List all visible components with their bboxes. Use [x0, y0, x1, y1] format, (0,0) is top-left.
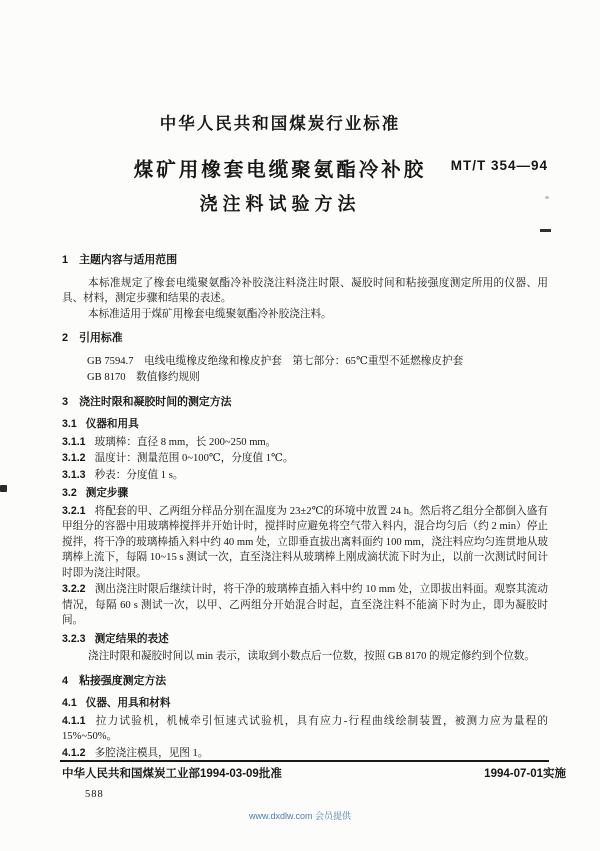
clause-text: 秒表：分度值 1 s。: [94, 469, 184, 481]
section-2-heading: [62, 331, 548, 347]
document-title-line-1: 煤矿用橡套电缆聚氨酯冷补胶: [133, 159, 427, 181]
clause-number: 3.2: [62, 487, 77, 499]
clause-text: 多腔浇注模具，见图 1。: [94, 747, 209, 759]
scan-artifact: [540, 229, 551, 232]
scan-artifact: [0, 485, 7, 492]
footer: [62, 765, 566, 781]
clause-number: 4.1.1: [62, 714, 86, 727]
section-number: 4: [62, 674, 69, 687]
clause-text: 将配套的甲、乙两组分样品分别在温度为 23±2℃的环境中放置 24 h。然后将乙组分全都倒入盛有甲组分的容器中用玻璃棒搅拌并开始计时，搅拌时应避免将空气带入料内，混合均匀后（约 2 min）停止搅拌，将干净的玻璃棒插入料中约 40 mm 处，立即垂直拔出离料面约 100 mm，浇注料应均匀连贯地从玻璃棒上流下，每隔 10~15 s 测试一次，直至浇注料从玻璃棒上刚成滴状流下时为止，以前一次测试时间计时即为浇注时限。: [62, 505, 548, 579]
clause-number: 3.2.3: [62, 632, 86, 645]
page-number: 588: [85, 789, 104, 800]
section-title: 粘接强度测定方法: [79, 674, 167, 687]
clause-text: 温度计：测量范围 0~100℃，分度值 1℃。: [94, 453, 294, 464]
clause-title: 仪器和用具: [85, 418, 139, 430]
section-1-paragraph-2: 本标准适用于煤矿用橡套电缆聚氨酯冷补胶浇注料。: [88, 308, 332, 320]
clause-3-1-2: [62, 451, 548, 467]
section-number: 1: [62, 254, 69, 266]
clause-text: 测出浇注时限后继续计时，将干净的玻璃棒直插入料中约 10 mm 处，立即拔出料面。观察其流动情况，每隔 60 s 测试一次，以甲、乙两组分开始混合时起，直至浇注料不能滴下时为止，即为凝胶时间。: [62, 584, 548, 626]
clause-3-1-1: [62, 435, 548, 451]
section-3-heading: [62, 395, 548, 411]
section-1-heading: [62, 253, 548, 269]
clause-3-2-3-body: 浇注时限和凝胶时间以 min 表示，读取到小数点后一位数，按照 GB 8170 的规定修约到个位数。: [88, 651, 535, 662]
section-number: 3: [62, 395, 69, 408]
clause-number: 4.1: [62, 697, 77, 709]
section-title: 主题内容与适用范围: [79, 254, 178, 266]
clause-number: 3.1.1: [62, 435, 86, 448]
clause-3-1-heading: [62, 417, 548, 433]
watermark: www.dxdlw.com 会员提供: [248, 811, 352, 821]
footer-divider: [60, 760, 549, 762]
clause-number: 3.1.2: [62, 452, 86, 464]
scan-artifact: [545, 196, 549, 199]
clause-3-2-heading: [62, 486, 548, 502]
clause-3-2-3-heading: [62, 632, 548, 648]
clause-4-1-2: [62, 746, 548, 762]
clause-4-1-1: [62, 714, 548, 745]
section-title: 浇注时限和凝胶时间的测定方法: [79, 395, 232, 408]
section-number: 2: [62, 332, 69, 344]
clause-number: 3.1.3: [62, 468, 86, 481]
clause-number: 3.2.1: [62, 504, 86, 517]
gb-reference-2: GB 8170 数值修约规则: [87, 372, 200, 383]
standard-caption: 中华人民共和国煤炭行业标准: [159, 115, 401, 133]
document-body: [62, 253, 548, 762]
clause-text: 拉力试验机，机械牵引恒速式试验机，具有应力-行程曲线绘制装置，被测力应为量程的 15%~50%。: [62, 715, 548, 742]
clause-number: 3.1: [62, 418, 77, 430]
implementation-note: 1994-07-01实施: [484, 768, 566, 780]
clause-3-2-1: [62, 504, 548, 582]
clause-title: 测定步骤: [85, 487, 129, 499]
clause-4-1-heading: [62, 696, 548, 712]
section-4-heading: [62, 674, 548, 690]
clause-text: 玻璃棒：直径 8 mm，长 200~250 mm。: [94, 436, 277, 448]
document-title-line-2: 浇注料试验方法: [199, 194, 361, 214]
clause-number: 3.2.2: [62, 583, 86, 595]
clause-title: 测定结果的表述: [94, 632, 169, 645]
clause-3-2-2: [62, 582, 548, 629]
approval-note: 中华人民共和国煤炭工业部1994-03-09批准: [62, 768, 282, 780]
clause-number: 4.1.2: [62, 746, 86, 759]
standard-number: MT/T 354—94: [450, 158, 548, 173]
gb-reference-1: GB 7594.7 电线电缆橡皮绝缘和橡皮护套 第七部分：65℃重型不延燃橡皮护套: [87, 355, 464, 367]
section-title: 引用标准: [79, 332, 123, 344]
clause-title: 仪器、用具和材料: [85, 697, 171, 709]
clause-3-1-3: [62, 468, 548, 484]
section-1-paragraph-1: 本标准规定了橡套电缆聚氨酯冷补胶浇注料浇注时限、凝胶时间和粘接强度测定所用的仪器、用具、材料，测定步骤和结果的表述。: [62, 277, 548, 304]
